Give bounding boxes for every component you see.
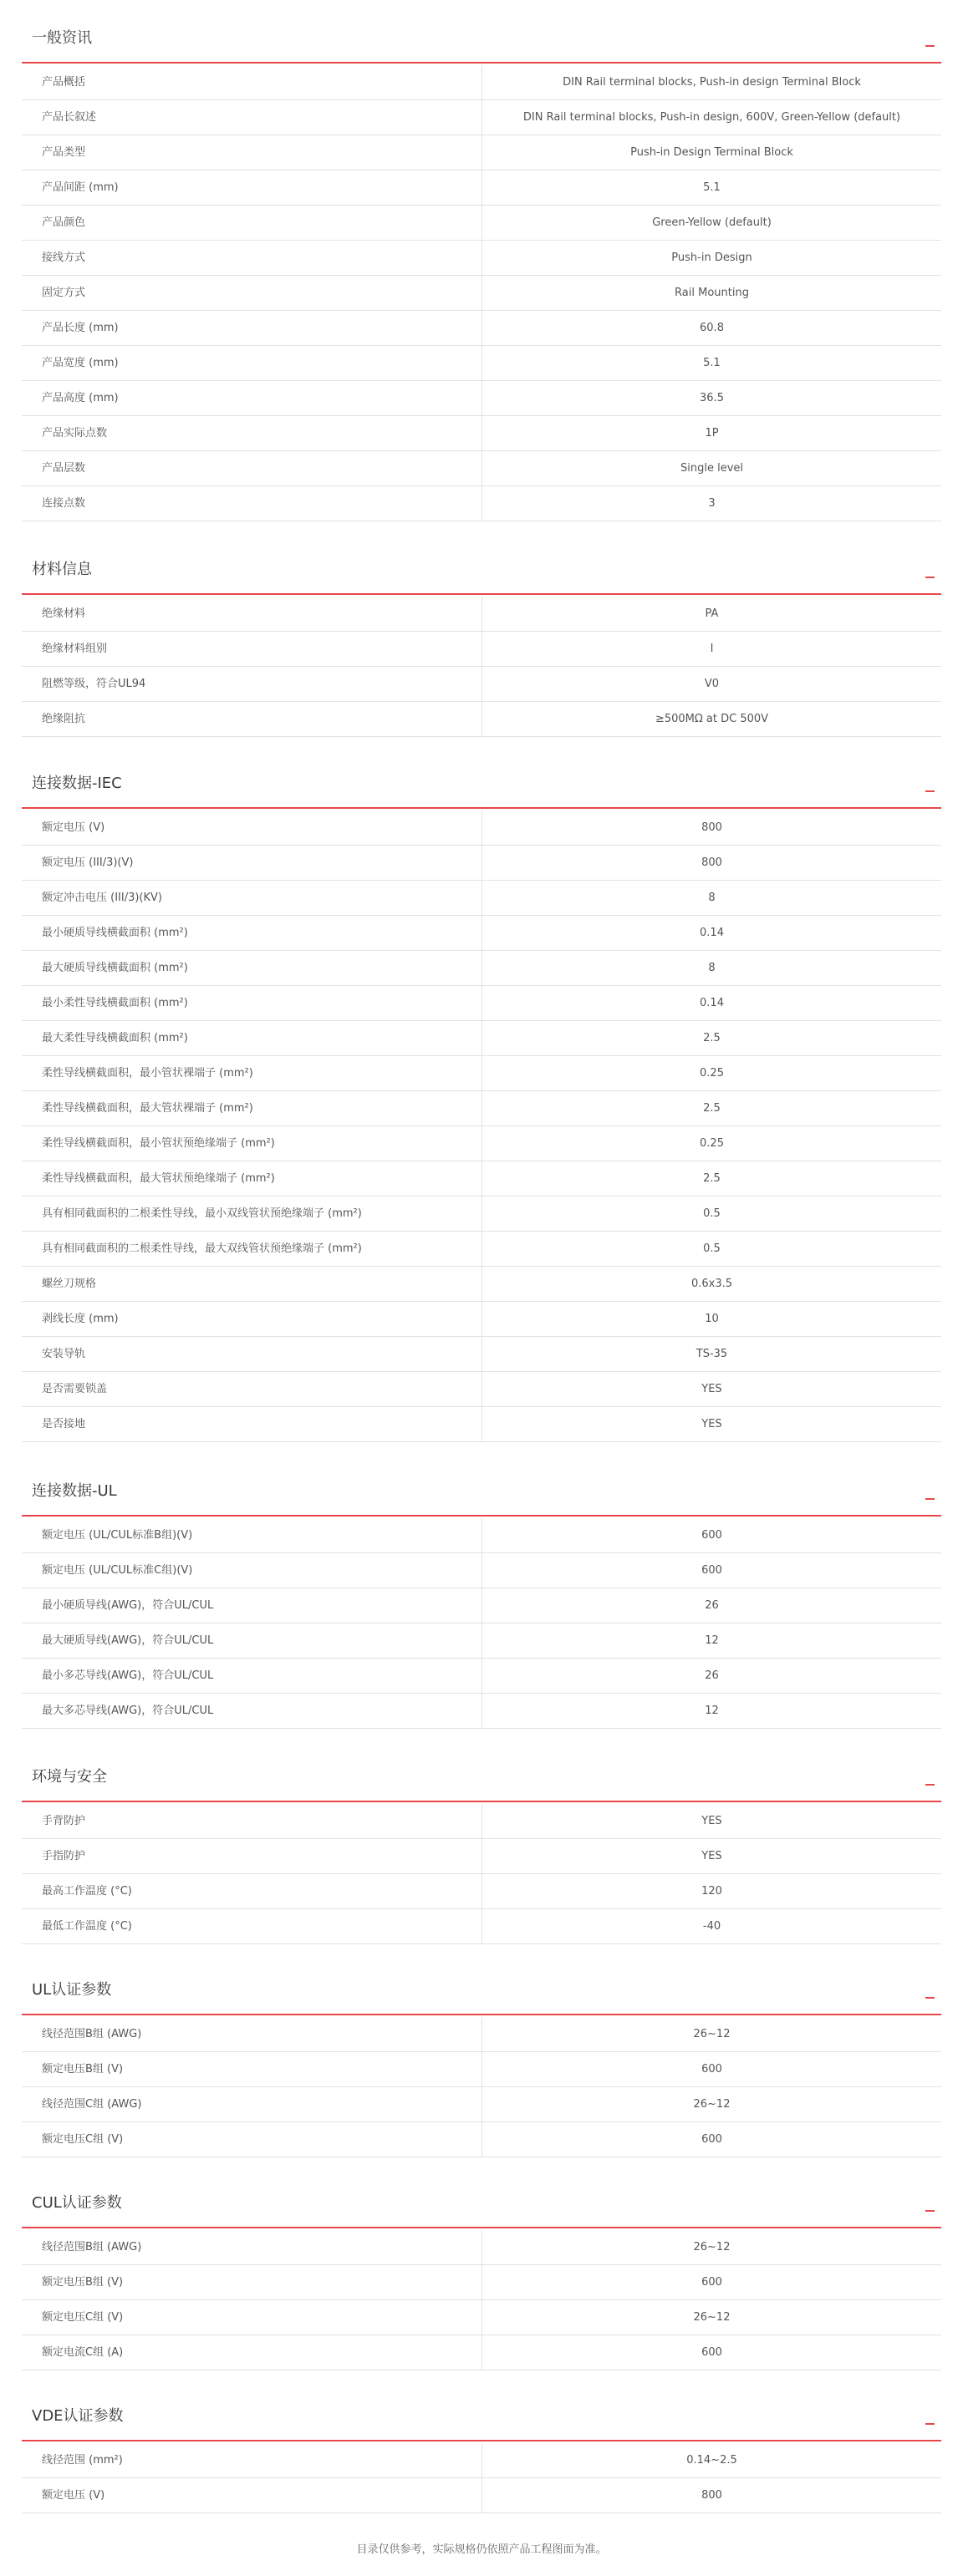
spec-value: 0.14	[482, 986, 942, 1021]
spec-value: 0.14~2.5	[482, 2443, 942, 2478]
collapse-icon[interactable]	[925, 1985, 935, 1999]
table-row	[22, 1161, 941, 1197]
spec-label: 额定电流C组 (A)	[22, 2335, 482, 2370]
spec-table	[22, 65, 941, 521]
table-row	[22, 311, 941, 346]
table-row	[22, 2017, 941, 2052]
table-row	[22, 451, 941, 486]
spec-label: 绝缘材料	[22, 597, 482, 632]
table-row	[22, 881, 941, 916]
spec-section	[22, 1969, 941, 2157]
spec-section	[22, 2395, 941, 2513]
spec-label: 最低工作温度 (°C)	[22, 1909, 482, 1944]
table-row	[22, 1302, 941, 1337]
table-row	[22, 1407, 941, 1442]
spec-value: 26~12	[482, 2017, 942, 2052]
table-row	[22, 65, 941, 100]
table-row	[22, 1623, 941, 1659]
table-row	[22, 206, 941, 241]
table-row	[22, 1021, 941, 1056]
spec-table	[22, 810, 941, 1442]
spec-label: 额定电压C组 (V)	[22, 2300, 482, 2335]
table-row	[22, 1126, 941, 1161]
spec-label: 产品宽度 (mm)	[22, 346, 482, 381]
spec-label: 柔性导线横截面积，最大管状预绝缘端子 (mm²)	[22, 1161, 482, 1197]
section-header[interactable]	[22, 2182, 941, 2228]
table-row	[22, 1659, 941, 1694]
spec-label: 剥线长度 (mm)	[22, 1302, 482, 1337]
spec-section	[22, 1755, 941, 1944]
table-row	[22, 1267, 941, 1302]
spec-value: DIN Rail terminal blocks, Push-in design, 600V, Green-Yellow (default)	[482, 100, 942, 135]
spec-value: 0.6x3.5	[482, 1267, 942, 1302]
spec-table	[22, 1804, 941, 1944]
table-row	[22, 381, 941, 416]
collapse-icon[interactable]	[925, 565, 935, 578]
table-row	[22, 1694, 941, 1729]
spec-value: 2.5	[482, 1021, 942, 1056]
spec-table	[22, 597, 941, 737]
table-row	[22, 170, 941, 206]
spec-value: 5.1	[482, 346, 942, 381]
table-row	[22, 1056, 941, 1091]
spec-label: 绝缘材料组别	[22, 632, 482, 667]
spec-label: 安装导轨	[22, 1337, 482, 1372]
spec-value: Push-in Design	[482, 241, 942, 276]
section-header[interactable]	[22, 17, 941, 64]
table-row	[22, 1553, 941, 1588]
spec-label: 最小多芯导线(AWG)，符合UL/CUL	[22, 1659, 482, 1694]
spec-label: 手背防护	[22, 1804, 482, 1839]
table-row	[22, 1588, 941, 1623]
spec-label: 线径范围B组 (AWG)	[22, 2017, 482, 2052]
table-row	[22, 702, 941, 737]
spec-value: 26~12	[482, 2300, 942, 2335]
spec-label: 产品间距 (mm)	[22, 170, 482, 206]
spec-section	[22, 2182, 941, 2370]
spec-value: 120	[482, 1874, 942, 1909]
spec-label: 最大硬质导线(AWG)，符合UL/CUL	[22, 1623, 482, 1659]
spec-value: 600	[482, 2265, 942, 2300]
section-title: UL认证参数	[32, 1981, 112, 1999]
spec-label: 最小硬质导线(AWG)，符合UL/CUL	[22, 1588, 482, 1623]
spec-label: 接线方式	[22, 241, 482, 276]
section-title: 连接数据-UL	[32, 1482, 117, 1500]
spec-value: Push-in Design Terminal Block	[482, 135, 942, 170]
table-row	[22, 1804, 941, 1839]
spec-label: 产品高度 (mm)	[22, 381, 482, 416]
spec-value: 26~12	[482, 2230, 942, 2265]
spec-value: 600	[482, 2335, 942, 2370]
table-row	[22, 1197, 941, 1232]
spec-label: 额定冲击电压 (III/3)(KV)	[22, 881, 482, 916]
spec-value: TS-35	[482, 1337, 942, 1372]
spec-value: 0.25	[482, 1056, 942, 1091]
spec-label: 最高工作温度 (°C)	[22, 1874, 482, 1909]
spec-value: PA	[482, 597, 942, 632]
spec-value: 1P	[482, 416, 942, 451]
spec-label: 最大柔性导线横截面积 (mm²)	[22, 1021, 482, 1056]
table-row	[22, 100, 941, 135]
spec-label: 产品长度 (mm)	[22, 311, 482, 346]
table-row	[22, 667, 941, 702]
spec-value: 600	[482, 2122, 942, 2157]
spec-label: 产品实际点数	[22, 416, 482, 451]
spec-value: DIN Rail terminal blocks, Push-in design Terminal Block	[482, 65, 942, 100]
spec-label: 产品颜色	[22, 206, 482, 241]
table-row	[22, 632, 941, 667]
spec-label: 额定电压B组 (V)	[22, 2265, 482, 2300]
table-row	[22, 416, 941, 451]
spec-label: 具有相同截面积的二根柔性导线，最小双线管状预绝缘端子 (mm²)	[22, 1197, 482, 1232]
spec-value: YES	[482, 1372, 942, 1407]
spec-value: 600	[482, 1553, 942, 1588]
spec-value: 0.14	[482, 916, 942, 951]
spec-table	[22, 2230, 941, 2370]
spec-value: 600	[482, 1518, 942, 1553]
spec-label: 是否需要锁盖	[22, 1372, 482, 1407]
spec-label: 阻燃等级，符合UL94	[22, 667, 482, 702]
spec-label: 产品概括	[22, 65, 482, 100]
spec-value: YES	[482, 1804, 942, 1839]
spec-value: 36.5	[482, 381, 942, 416]
collapse-icon[interactable]	[925, 779, 935, 792]
section-title: 材料信息	[32, 561, 92, 578]
spec-value: 3	[482, 486, 942, 521]
table-row	[22, 1232, 941, 1267]
table-row	[22, 2087, 941, 2122]
spec-value: Single level	[482, 451, 942, 486]
section-header[interactable]	[22, 1470, 941, 1517]
spec-value: 800	[482, 846, 942, 881]
spec-label: 线径范围 (mm²)	[22, 2443, 482, 2478]
table-row	[22, 1909, 941, 1944]
spec-value: 800	[482, 810, 942, 846]
spec-value: -40	[482, 1909, 942, 1944]
table-row	[22, 1874, 941, 1909]
spec-label: 连接点数	[22, 486, 482, 521]
footer-note: 目录仅供参考，实际规格仍依照产品工程图面为准。	[356, 2543, 607, 2556]
spec-value: 0.5	[482, 1197, 942, 1232]
spec-table	[22, 2017, 941, 2157]
spec-label: 手指防护	[22, 1839, 482, 1874]
spec-label: 柔性导线横截面积，最大管状裸端子 (mm²)	[22, 1091, 482, 1126]
spec-label: 具有相同截面积的二根柔性导线，最大双线管状预绝缘端子 (mm²)	[22, 1232, 482, 1267]
table-row	[22, 2265, 941, 2300]
table-row	[22, 1372, 941, 1407]
table-row	[22, 2335, 941, 2370]
table-row	[22, 2478, 941, 2513]
spec-value: ≥500MΩ at DC 500V	[482, 702, 942, 737]
table-row	[22, 346, 941, 381]
section-title: VDE认证参数	[32, 2407, 124, 2425]
spec-label: 线径范围B组 (AWG)	[22, 2230, 482, 2265]
spec-label: 产品类型	[22, 135, 482, 170]
table-row	[22, 810, 941, 846]
table-row	[22, 135, 941, 170]
spec-label: 产品层数	[22, 451, 482, 486]
spec-section	[22, 762, 941, 1442]
table-row	[22, 951, 941, 986]
spec-value: 2.5	[482, 1091, 942, 1126]
collapse-icon[interactable]	[925, 1772, 935, 1786]
spec-value: 12	[482, 1694, 942, 1729]
table-row	[22, 276, 941, 311]
table-row	[22, 2122, 941, 2157]
table-row	[22, 1091, 941, 1126]
spec-value: YES	[482, 1839, 942, 1874]
spec-label: 额定电压 (V)	[22, 2478, 482, 2513]
spec-value: 8	[482, 881, 942, 916]
section-title: 一般资讯	[32, 29, 92, 47]
spec-label: 是否接地	[22, 1407, 482, 1442]
spec-value: 800	[482, 2478, 942, 2513]
spec-label: 最大多芯导线(AWG)，符合UL/CUL	[22, 1694, 482, 1729]
section-title: 环境与安全	[32, 1768, 107, 1786]
collapse-icon[interactable]	[925, 33, 935, 47]
collapse-icon[interactable]	[925, 2411, 935, 2425]
spec-value: 0.5	[482, 1232, 942, 1267]
spec-label: 额定电压B组 (V)	[22, 2052, 482, 2087]
spec-label: 额定电压 (III/3)(V)	[22, 846, 482, 881]
table-row	[22, 1337, 941, 1372]
section-header[interactable]	[22, 1755, 941, 1802]
spec-value: 26	[482, 1588, 942, 1623]
spec-label: 柔性导线横截面积，最小管状预绝缘端子 (mm²)	[22, 1126, 482, 1161]
table-row	[22, 846, 941, 881]
spec-label: 最大硬质导线横截面积 (mm²)	[22, 951, 482, 986]
spec-value: 26	[482, 1659, 942, 1694]
spec-value: 2.5	[482, 1161, 942, 1197]
table-row	[22, 597, 941, 632]
spec-value: YES	[482, 1407, 942, 1442]
table-row	[22, 986, 941, 1021]
collapse-icon[interactable]	[925, 1486, 935, 1500]
spec-label: 产品长叙述	[22, 100, 482, 135]
table-row	[22, 1518, 941, 1553]
table-row	[22, 2052, 941, 2087]
table-row	[22, 241, 941, 276]
table-row	[22, 2443, 941, 2478]
spec-value: 10	[482, 1302, 942, 1337]
spec-value: 60.8	[482, 311, 942, 346]
table-row	[22, 916, 941, 951]
spec-table	[22, 1518, 941, 1729]
spec-value: 5.1	[482, 170, 942, 206]
table-row	[22, 2300, 941, 2335]
spec-label: 螺丝刀规格	[22, 1267, 482, 1302]
section-title: 连接数据-IEC	[32, 775, 122, 792]
collapse-icon[interactable]	[925, 2198, 935, 2212]
table-row	[22, 2230, 941, 2265]
spec-value: 600	[482, 2052, 942, 2087]
spec-value: 12	[482, 1623, 942, 1659]
spec-label: 额定电压 (UL/CUL标准B组)(V)	[22, 1518, 482, 1553]
spec-label: 额定电压 (V)	[22, 810, 482, 846]
spec-section	[22, 17, 941, 521]
spec-value: Rail Mounting	[482, 276, 942, 311]
spec-value: 0.25	[482, 1126, 942, 1161]
section-header[interactable]	[22, 762, 941, 809]
spec-value: V0	[482, 667, 942, 702]
spec-value: Green-Yellow (default)	[482, 206, 942, 241]
section-title: CUL认证参数	[32, 2194, 122, 2212]
spec-label: 固定方式	[22, 276, 482, 311]
spec-value: I	[482, 632, 942, 667]
spec-label: 绝缘阻抗	[22, 702, 482, 737]
spec-table	[22, 2443, 941, 2513]
spec-label: 额定电压C组 (V)	[22, 2122, 482, 2157]
section-header[interactable]	[22, 1969, 941, 2015]
section-header[interactable]	[22, 2395, 941, 2441]
spec-section	[22, 548, 941, 737]
table-row	[22, 1839, 941, 1874]
spec-label: 柔性导线横截面积，最小管状裸端子 (mm²)	[22, 1056, 482, 1091]
spec-value: 26~12	[482, 2087, 942, 2122]
spec-label: 最小柔性导线横截面积 (mm²)	[22, 986, 482, 1021]
spec-value: 8	[482, 951, 942, 986]
spec-label: 额定电压 (UL/CUL标准C组)(V)	[22, 1553, 482, 1588]
section-header[interactable]	[22, 548, 941, 595]
spec-label: 线径范围C组 (AWG)	[22, 2087, 482, 2122]
spec-label: 最小硬质导线横截面积 (mm²)	[22, 916, 482, 951]
table-row	[22, 486, 941, 521]
spec-section	[22, 1470, 941, 1729]
